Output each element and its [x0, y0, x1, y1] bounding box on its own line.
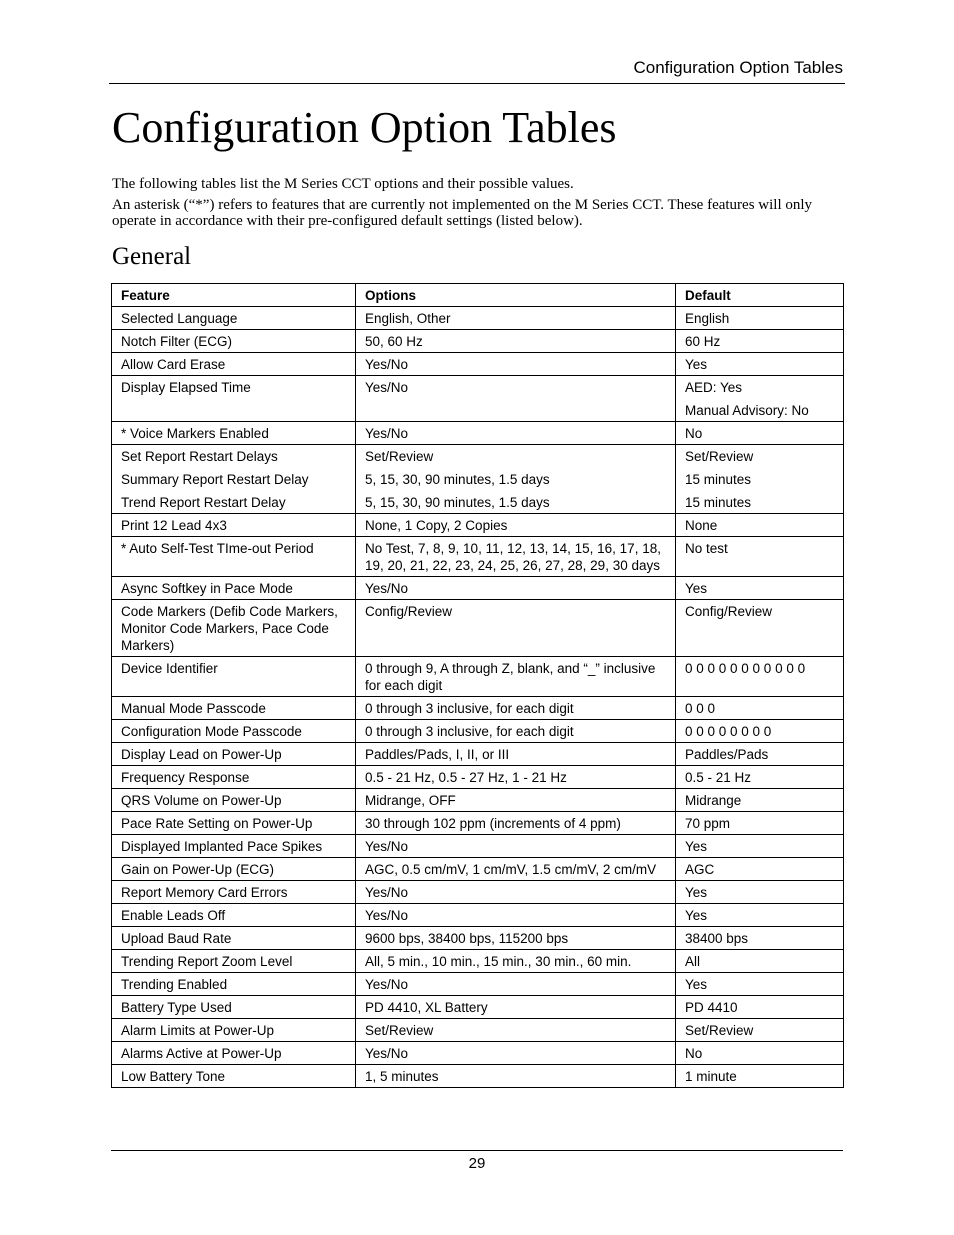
cell-options [356, 973, 676, 996]
feature-text: Frequency Response [121, 770, 250, 785]
default-text: Yes [685, 839, 708, 854]
default-text: Yes [685, 581, 708, 596]
table-row [112, 577, 844, 600]
cell-default [676, 657, 844, 697]
table-row [112, 858, 844, 881]
cell-default [676, 789, 844, 812]
cell-default [676, 376, 844, 422]
default-text: 0 0 0 0 0 0 0 0 [685, 724, 772, 739]
options-text: 50, 60 Hz [365, 334, 423, 349]
cell-default [676, 577, 844, 600]
options-text: Yes/No [365, 357, 409, 372]
table-row [112, 537, 844, 577]
cell-feature [112, 973, 356, 996]
feature-text: Print 12 Lead 4x3 [121, 518, 227, 533]
cell-feature [112, 766, 356, 789]
cell-default [676, 307, 844, 330]
default-text: Config/Review [685, 604, 773, 619]
options-text: 30 through 102 ppm (increments of 4 ppm) [365, 816, 621, 831]
feature-text: Code Markers (Defib Code Markers, Monitor Code Markers, Pace Code Markers) [121, 604, 338, 653]
cell-default [676, 927, 844, 950]
feature-text: Alarm Limits at Power-Up [121, 1023, 275, 1038]
feature-text: Notch Filter (ECG) [121, 334, 233, 349]
cell-feature [112, 307, 356, 330]
options-text: Yes/No [365, 908, 409, 923]
cell-options [356, 1019, 676, 1042]
table-row [112, 445, 844, 514]
cell-feature [112, 904, 356, 927]
default-text: 15 minutes [685, 472, 752, 487]
options-text: Yes/No [365, 426, 409, 441]
table-row [112, 996, 844, 1019]
cell-feature [112, 422, 356, 445]
default-text: AGC [685, 862, 715, 877]
options-text: Yes/No [365, 885, 409, 900]
cell-feature [112, 577, 356, 600]
cell-default [676, 1019, 844, 1042]
cell-feature [112, 927, 356, 950]
cell-options [356, 927, 676, 950]
cell-feature [112, 514, 356, 537]
table-row [112, 927, 844, 950]
table-row [112, 743, 844, 766]
feature-text: Enable Leads Off [121, 908, 226, 923]
options-text: Set/Review [365, 1023, 434, 1038]
default-text: No test [685, 541, 728, 556]
table-row [112, 835, 844, 858]
options-text: No Test, 7, 8, 9, 10, 11, 12, 13, 14, 15, 16, 17, 18, 19, 20, 21, 22, 23, 24, 25, 26, 27, 28, 29, 30 days [365, 541, 661, 573]
default-text: 38400 bps [685, 931, 749, 946]
options-text: 0 through 3 inclusive, for each digit [365, 724, 574, 739]
cell-default [676, 1042, 844, 1065]
default-text: English [685, 311, 730, 326]
page-title: Configuration Option Tables [112, 103, 617, 152]
table-row [112, 881, 844, 904]
cell-options [356, 858, 676, 881]
table-row [112, 812, 844, 835]
cell-default [676, 353, 844, 376]
feature-text: Alarms Active at Power-Up [121, 1046, 282, 1061]
default-text: 1 minute [685, 1069, 737, 1084]
feature-text: Trend Report Restart Delay [121, 495, 286, 510]
default-text: None [685, 518, 718, 533]
cell-default [676, 858, 844, 881]
cell-options [356, 789, 676, 812]
default-text: PD 4410 [685, 1000, 738, 1015]
cell-options [356, 996, 676, 1019]
options-text: Yes/No [365, 839, 409, 854]
table-row [112, 789, 844, 812]
intro-paragraph: An asterisk (“*”) refers to features that are currently not implemented on the M Series CCT. These features will only operate in accordance with their pre-configured default settings (listed below). [112, 197, 813, 229]
column-header-default: Default [676, 284, 844, 307]
cell-feature [112, 858, 356, 881]
table-row [112, 766, 844, 789]
default-text: Midrange [685, 793, 742, 808]
options-text: PD 4410, XL Battery [365, 1000, 488, 1015]
cell-feature [112, 881, 356, 904]
default-text: No [685, 426, 703, 441]
options-text: 5, 15, 30, 90 minutes, 1.5 days [365, 495, 550, 510]
cell-options [356, 812, 676, 835]
cell-default [676, 330, 844, 353]
feature-text: Device Identifier [121, 661, 218, 676]
feature-text: QRS Volume on Power-Up [121, 793, 282, 808]
default-text: 15 minutes [685, 495, 752, 510]
default-text: 0 0 0 [685, 701, 716, 716]
cell-feature [112, 1065, 356, 1088]
table-row [112, 657, 844, 697]
feature-text: Report Memory Card Errors [121, 885, 288, 900]
cell-options [356, 904, 676, 927]
cell-options [356, 353, 676, 376]
options-text: All, 5 min., 10 min., 15 min., 30 min., 60 min. [365, 954, 632, 969]
feature-text: Battery Type Used [121, 1000, 232, 1015]
running-header: Configuration Option Tables [633, 58, 843, 77]
cell-feature [112, 789, 356, 812]
options-text: 9600 bps, 38400 bps, 115200 bps [365, 931, 569, 946]
table-row [112, 973, 844, 996]
options-text: Yes/No [365, 977, 409, 992]
cell-feature [112, 697, 356, 720]
cell-feature [112, 445, 356, 514]
table-row [112, 1065, 844, 1088]
cell-feature [112, 950, 356, 973]
table-header-row [112, 284, 844, 307]
cell-feature [112, 1019, 356, 1042]
options-text: 0.5 - 21 Hz, 0.5 - 27 Hz, 1 - 21 Hz [365, 770, 567, 785]
cell-options [356, 600, 676, 657]
table-row [112, 353, 844, 376]
footer-rule [111, 1150, 843, 1151]
cell-feature [112, 720, 356, 743]
cell-options [356, 577, 676, 600]
cell-options [356, 720, 676, 743]
cell-feature [112, 657, 356, 697]
cell-options [356, 537, 676, 577]
cell-default [676, 600, 844, 657]
cell-default [676, 973, 844, 996]
options-text: None, 1 Copy, 2 Copies [365, 518, 508, 533]
options-table [111, 283, 844, 1088]
default-text: Yes [685, 357, 708, 372]
cell-default [676, 996, 844, 1019]
options-text: English, Other [365, 311, 451, 326]
cell-default [676, 1065, 844, 1088]
options-text: 0 through 9, A through Z, blank, and “_” inclusive for each digit [365, 661, 656, 693]
cell-options [356, 835, 676, 858]
table-row [112, 600, 844, 657]
cell-options [356, 697, 676, 720]
options-text: Set/Review [365, 449, 434, 464]
options-text: Midrange, OFF [365, 793, 456, 808]
table-row [112, 422, 844, 445]
feature-text: Manual Mode Passcode [121, 701, 266, 716]
header-rule [109, 83, 845, 84]
options-text: 5, 15, 30, 90 minutes, 1.5 days [365, 472, 550, 487]
cell-feature [112, 812, 356, 835]
cell-feature [112, 1042, 356, 1065]
feature-text: Display Elapsed Time [121, 380, 251, 395]
default-text: 60 Hz [685, 334, 721, 349]
column-header-feature: Feature [112, 284, 356, 307]
feature-text: Configuration Mode Passcode [121, 724, 302, 739]
cell-default [676, 904, 844, 927]
cell-default [676, 950, 844, 973]
default-text: Set/Review [685, 1023, 754, 1038]
cell-options [356, 1065, 676, 1088]
cell-options [356, 950, 676, 973]
default-text: Yes [685, 908, 708, 923]
table-row [112, 904, 844, 927]
cell-default [676, 812, 844, 835]
cell-default [676, 445, 844, 514]
default-text: Paddles/Pads [685, 747, 769, 762]
options-text: AGC, 0.5 cm/mV, 1 cm/mV, 1.5 cm/mV, 2 cm/mV [365, 862, 657, 877]
table-row [112, 376, 844, 422]
cell-feature [112, 600, 356, 657]
table-row [112, 720, 844, 743]
feature-text: * Auto Self-Test TIme-out Period [121, 541, 314, 556]
cell-options [356, 445, 676, 514]
default-text: Manual Advisory: No [685, 403, 809, 418]
feature-text: Pace Rate Setting on Power-Up [121, 816, 313, 831]
feature-text: Async Softkey in Pace Mode [121, 581, 293, 596]
options-text: Yes/No [365, 1046, 409, 1061]
cell-feature [112, 996, 356, 1019]
options-text: 0 through 3 inclusive, for each digit [365, 701, 574, 716]
table-body [112, 307, 844, 1088]
cell-default [676, 766, 844, 789]
cell-options [356, 881, 676, 904]
cell-options [356, 766, 676, 789]
cell-options [356, 422, 676, 445]
cell-default [676, 881, 844, 904]
cell-feature [112, 376, 356, 422]
cell-options [356, 376, 676, 422]
cell-default [676, 720, 844, 743]
intro-text [112, 176, 842, 234]
table-row [112, 307, 844, 330]
default-text: No [685, 1046, 703, 1061]
cell-options [356, 514, 676, 537]
default-text: Set/Review [685, 449, 754, 464]
cell-feature [112, 330, 356, 353]
table-row [112, 1042, 844, 1065]
options-text: 1, 5 minutes [365, 1069, 439, 1084]
cell-default [676, 422, 844, 445]
cell-feature [112, 353, 356, 376]
feature-text: Gain on Power-Up (ECG) [121, 862, 275, 877]
feature-text: Displayed Implanted Pace Spikes [121, 839, 323, 854]
feature-text: Set Report Restart Delays [121, 449, 278, 464]
default-text: 0.5 - 21 Hz [685, 770, 752, 785]
table-row [112, 514, 844, 537]
cell-options [356, 1042, 676, 1065]
feature-text: Low Battery Tone [121, 1069, 226, 1084]
cell-feature [112, 835, 356, 858]
table-row [112, 1019, 844, 1042]
feature-text: Selected Language [121, 311, 238, 326]
feature-text: Summary Report Restart Delay [121, 472, 309, 487]
cell-default [676, 697, 844, 720]
default-text: 70 ppm [685, 816, 731, 831]
cell-options [356, 657, 676, 697]
feature-text: Trending Report Zoom Level [121, 954, 293, 969]
feature-text: Allow Card Erase [121, 357, 226, 372]
page-number: 29 [468, 1155, 486, 1172]
feature-text: * Voice Markers Enabled [121, 426, 269, 441]
intro-paragraph: The following tables list the M Series CCT options and their possible values. [112, 176, 574, 192]
cell-default [676, 743, 844, 766]
options-text: Config/Review [365, 604, 453, 619]
cell-options [356, 330, 676, 353]
section-heading: General [112, 243, 192, 270]
cell-options [356, 743, 676, 766]
feature-text: Upload Baud Rate [121, 931, 232, 946]
cell-default [676, 835, 844, 858]
feature-text: Trending Enabled [121, 977, 228, 992]
default-text: Yes [685, 977, 708, 992]
options-text: Paddles/Pads, I, II, or III [365, 747, 510, 762]
feature-text: Display Lead on Power-Up [121, 747, 282, 762]
cell-default [676, 514, 844, 537]
options-text: Yes/No [365, 380, 409, 395]
options-text: Yes/No [365, 581, 409, 596]
default-text: Yes [685, 885, 708, 900]
default-text: All [685, 954, 701, 969]
table-row [112, 330, 844, 353]
cell-feature [112, 537, 356, 577]
cell-options [356, 307, 676, 330]
column-header-options: Options [356, 284, 676, 307]
default-text: 0 0 0 0 0 0 0 0 0 0 0 [685, 661, 806, 676]
default-text: AED: Yes [685, 380, 743, 395]
table-row [112, 950, 844, 973]
cell-default [676, 537, 844, 577]
cell-feature [112, 743, 356, 766]
table-row [112, 697, 844, 720]
